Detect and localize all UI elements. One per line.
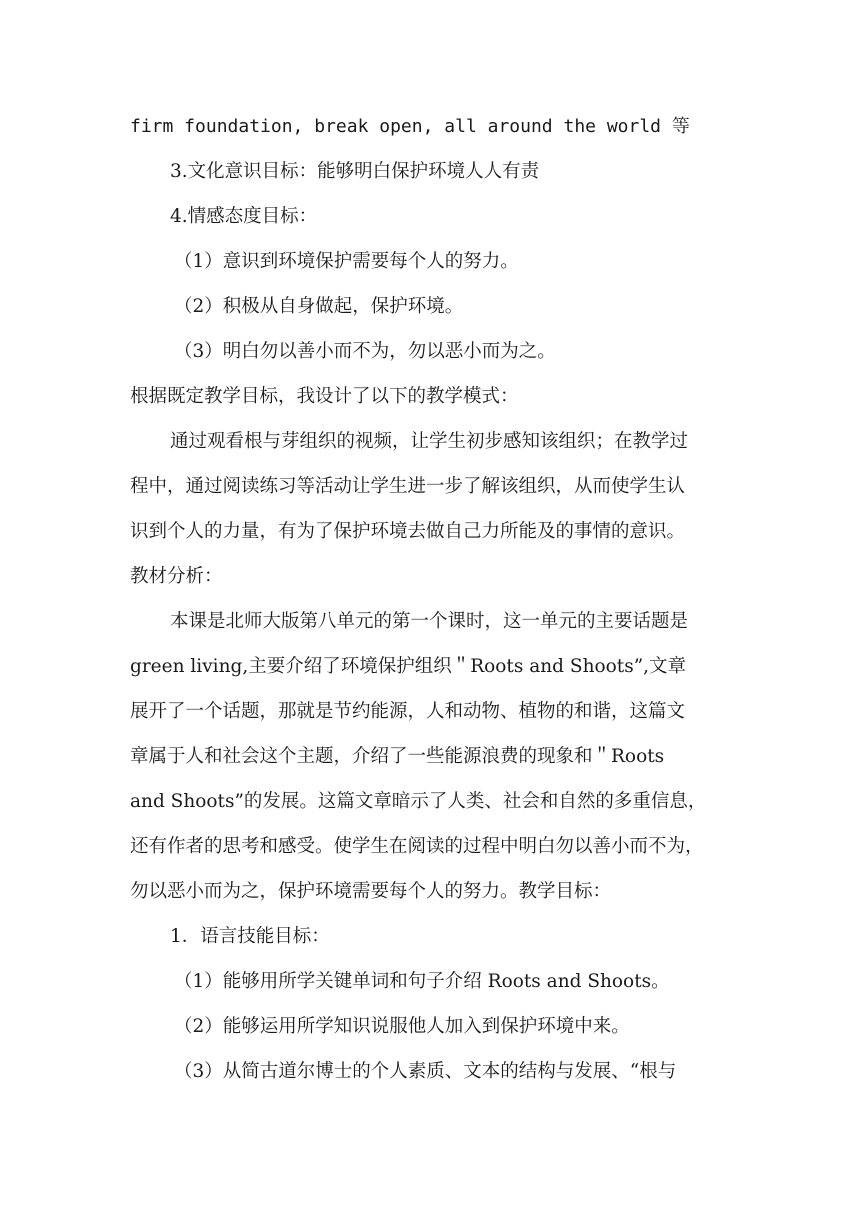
emotion-goal-heading: 4.情感态度目标：	[170, 206, 318, 227]
language-goal-heading: 1．语言技能目标：	[170, 926, 330, 947]
paragraph-line: 章属于人和社会这个主题，介绍了一些能源浪费的现象和＂Roots	[130, 746, 665, 767]
paragraph-line: 勿以恶小而为之，保护环境需要每个人的努力。教学目标：	[130, 881, 612, 902]
paragraph-line: green living,主要介绍了环境保护组织＂Roots and Shoots”,文章	[130, 656, 687, 677]
emotion-goal-item-1: （1）意识到环境保护需要每个人的努力。	[174, 251, 519, 272]
paragraph-line: 还有作者的思考和感受。使学生在阅读的过程中明白勿以善小而不为，	[130, 836, 704, 857]
paragraph-line: 程中，通过阅读练习等活动让学生进一步了解该组织，从而使学生认	[130, 476, 686, 497]
paragraph-line: 展开了一个话题，那就是节约能源，人和动物、植物的和谐，这篇文	[130, 701, 686, 722]
paragraph-line: 本课是北师大版第八单元的第一个课时，这一单元的主要话题是	[170, 611, 689, 632]
emotion-goal-item-3: （3）明白勿以善小而不为，勿以恶小而为之。	[174, 341, 556, 362]
paragraph-line: and Shoots”的发展。这篇文章暗示了人类、社会和自然的多重信息，	[130, 791, 707, 812]
paragraph-line: 通过观看根与芽组织的视频，让学生初步感知该组织；在教学过	[170, 431, 689, 452]
language-goal-item-2: （2）能够运用所学知识说服他人加入到保护环境中来。	[174, 1016, 630, 1037]
paragraph-line: 识到个人的力量，有为了保护环境去做自己力所能及的事情的意识。	[130, 521, 686, 542]
culture-goal-line: 3.文化意识目标：能够明白保护环境人人有责	[170, 161, 540, 182]
language-goal-item-1: （1）能够用所学关键单词和句子介绍 Roots and Shoots。	[174, 971, 670, 992]
section-heading-textbook-analysis: 教材分析：	[130, 566, 223, 587]
emotion-goal-item-2: （2）积极从自身做起，保护环境。	[174, 296, 464, 317]
teaching-mode-intro: 根据既定教学目标，我设计了以下的教学模式：	[130, 386, 519, 407]
language-goal-item-3: （3）从简古道尔博士的个人素质、文本的结构与发展、“根与	[174, 1061, 677, 1082]
vocab-phrases-line: firm foundation, break open, all around the world 等	[130, 116, 690, 137]
